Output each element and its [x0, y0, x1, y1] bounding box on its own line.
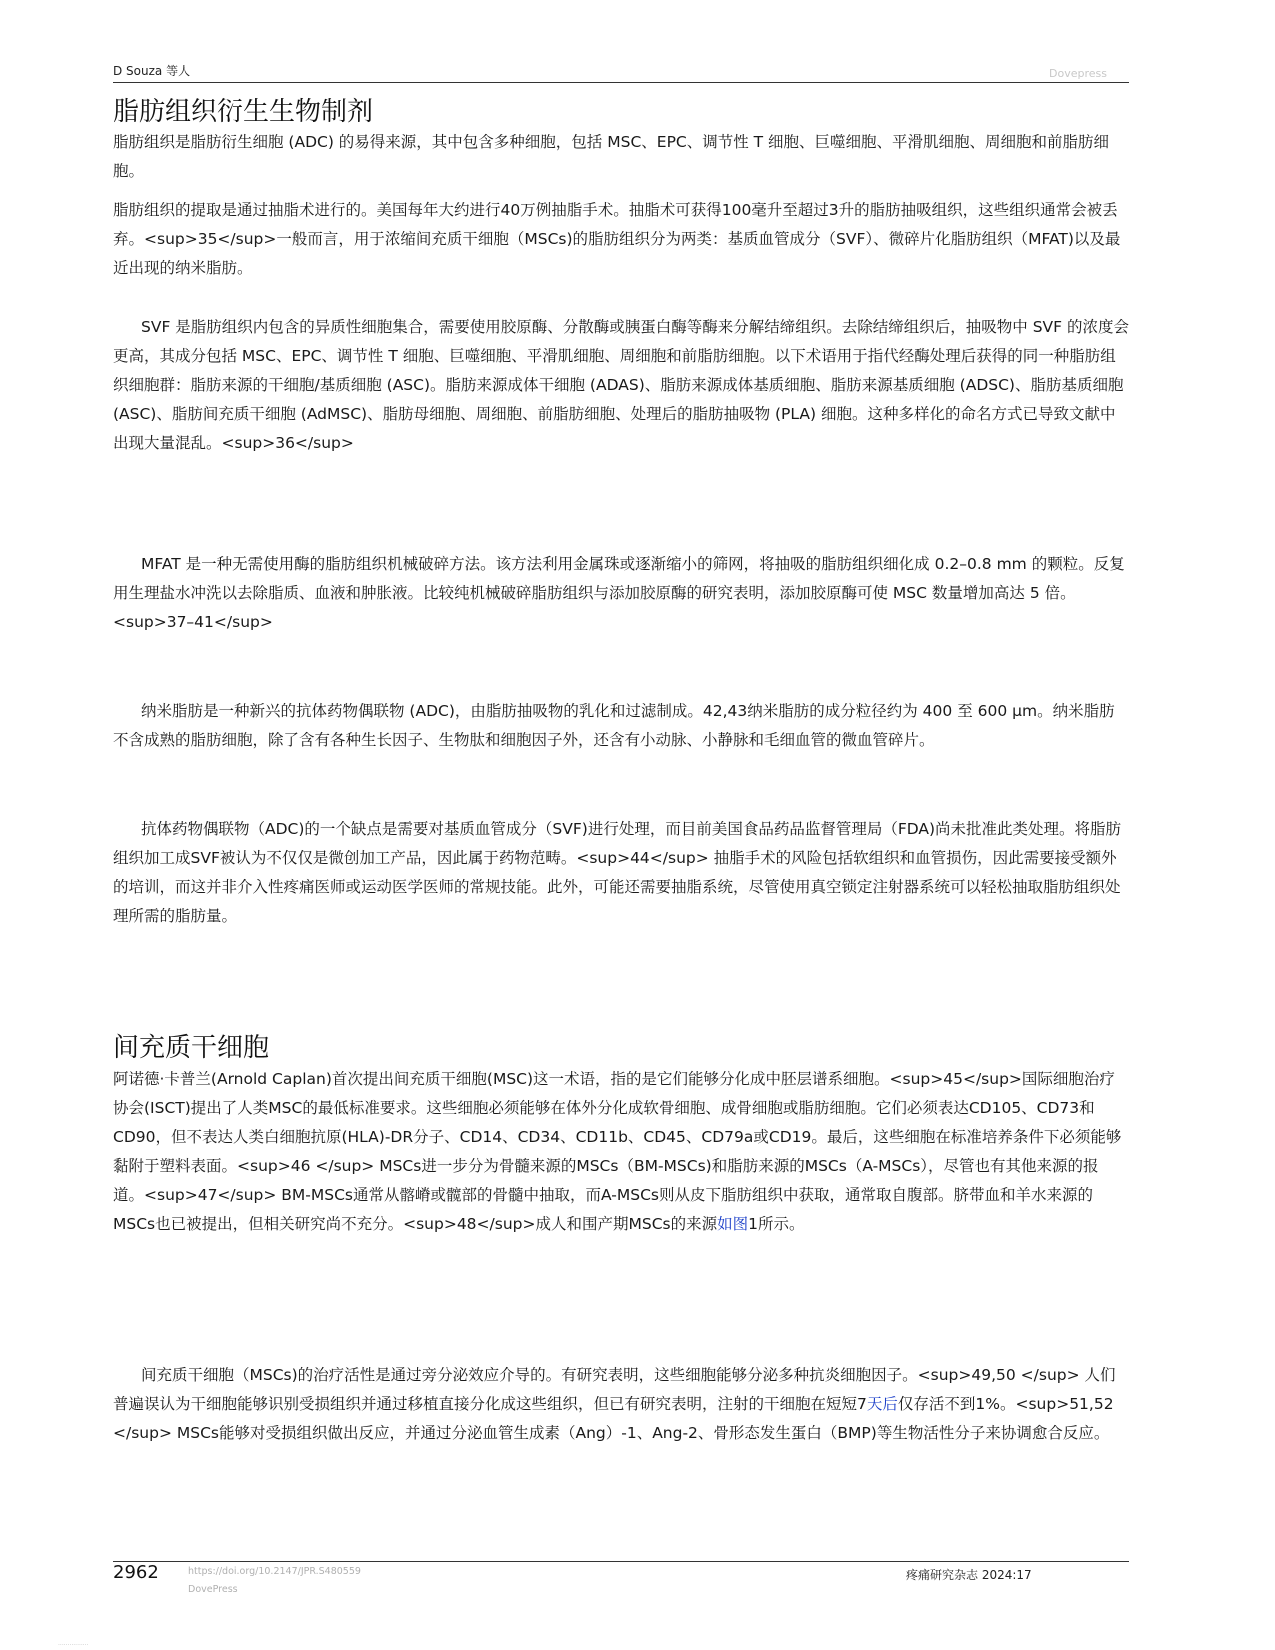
section-title: 间充质干细胞 [113, 1033, 270, 1063]
paragraph-text-tail: 仅存活不到1%。<sup>51,52 </sup> MSCs能够对受损组织做出反应，并通过分泌血管生成素（Ang）-1、Ang-2、骨形态发生蛋白（BMP)等生物活性分子来协调愈合反应。 [113, 1395, 1114, 1442]
figure-link[interactable]: 如图 [717, 1215, 749, 1233]
journal-reference: 疼痛研究杂志 2024:17 [906, 1568, 1032, 1582]
footer-divider [113, 1561, 1129, 1562]
section-title: 脂肪组织衍生生物制剂 [113, 97, 374, 127]
paragraph-text: 阿诺德·卡普兰(Arnold Caplan)首次提出间充质干细胞(MSC)这一术语，指的是它们能够分化成中胚层谱系细胞。<sup>45</sup>国际细胞治疗协会(ISCT)提出了人类MSC的最低标准要求。这些细胞必须能够在体外分化成软骨细胞、成骨细胞或脂肪细胞。它们必须表达CD105、CD73和CD90，但不表达人类白细胞抗原(HLA)-DR分子、CD14、CD34、CD11b、CD45、CD79a或CD19。最后，这些细胞在标准培养条件下必须能够黏附于塑料表面。<sup>46 </sup> MSCs进一步分为骨髓来源的MSCs（BM-MSCs)和脂肪来源的MSCs（A-MSCs），尽管也有其他来源的报道。<sup>47</sup> BM-MSCs通常从髂嵴或髋部的骨髓中抽取，而A-MSCs则从皮下脂肪组织中获取，通常取自腹部。脐带血和羊水来源的MSCs也已被提出，但相关研究尚不充分。<sup>48</sup>成人和围产期MSCs的来源 [113, 1070, 1122, 1233]
days-link[interactable]: 天后 [866, 1395, 898, 1413]
paragraph: MFAT 是一种无需使用酶的脂肪组织机械破碎方法。该方法利用金属珠或逐渐缩小的筛网，将抽吸的脂肪组织细化成 0.2–0.8 mm 的颗粒。反复用生理盐水冲洗以去除脂质、血液和肿胀液。比较纯机械破碎脂肪组织与添加胶原酶的研究表明，添加胶原酶可使 MSC 数量增加高达 5 倍。<sup>37–41</sup> [113, 555, 1125, 631]
page-header [113, 60, 1129, 83]
paragraph [113, 1065, 1129, 1239]
header-journal-mark: Dovepress [1049, 67, 1107, 80]
paragraph: 抗体药物偶联物（ADC)的一个缺点是需要对基质血管成分（SVF)进行处理，而目前美国食品药品监督管理局（FDA)尚未批准此类处理。将脂肪组织加工成SVF被认为不仅仅是微创加工产品，因此属于药物范畴。<sup>44</sup> 抽脂手术的风险包括软组织和血管损伤，因此需要接受额外的培训，而这并非介入性疼痛医师或运动医学医师的常规技能。此外，可能还需要抽脂系统，尽管使用真空锁定注射器系统可以轻松抽取脂肪组织处理所需的脂肪量。 [113, 820, 1122, 925]
corner-mark: ................ [58, 1640, 89, 1647]
paragraph: 脂肪组织是脂肪衍生细胞 (ADC) 的易得来源，其中包含多种细胞，包括 MSC、EPC、调节性 T 细胞、巨噬细胞、平滑肌细胞、周细胞和前脂肪细胞。 [113, 133, 1110, 180]
paragraph: 纳米脂肪是一种新兴的抗体药物偶联物 (ADC)，由脂肪抽吸物的乳化和过滤制成。42,43纳米脂肪的成分粒径约为 400 至 600 µm。纳米脂肪不含成熟的脂肪细胞，除了含有各种生长因子、生物肽和细胞因子外，还含有小动脉、小静脉和毛细血管的微血管碎片。 [113, 702, 1115, 749]
paragraph: 脂肪组织的提取是通过抽脂术进行的。美国每年大约进行40万例抽脂手术。抽脂术可获得100毫升至超过3升的脂肪抽吸组织，这些组织通常会被丢弃。<sup>35</sup>一般而言，用于浓缩间充质干细胞（MSCs)的脂肪组织分为两类：基质血管成分（SVF）、微碎片化脂肪组织（MFAT)以及最近出现的纳米脂肪。 [113, 201, 1121, 277]
paragraph-text: 间充质干细胞（MSCs)的治疗活性是通过旁分泌效应介导的。有研究表明，这些细胞能够分泌多种抗炎细胞因子。<sup>49,50 </sup> 人们普遍误认为干细胞能够识别受损组织并通过移植直接分化成这些组织，但已有研究表明，注射的干细胞在短短7 [113, 1366, 1116, 1413]
page-number: 2962 [113, 1562, 159, 1583]
paragraph-text-tail: 1所示。 [748, 1215, 805, 1233]
doi-link[interactable]: https://doi.org/10.2147/JPR.S480559 [188, 1566, 361, 1577]
paragraph [113, 1361, 1129, 1448]
header-author: D Souza 等人 [113, 64, 191, 78]
paragraph: SVF 是脂肪组织内包含的异质性细胞集合，需要使用胶原酶、分散酶或胰蛋白酶等酶来分解结缔组织。去除结缔组织后，抽吸物中 SVF 的浓度会更高，其成分包括 MSC、EPC、调节性 T 细胞、巨噬细胞、平滑肌细胞、周细胞和前脂肪细胞。以下术语用于指代经酶处理后获得的同一种脂肪组织细胞群：脂肪来源的干细胞/基质细胞 (ASC)。脂肪来源成体干细胞 (ADAS)、脂肪来源成体基质细胞、脂肪来源基质细胞 (ADSC)、脂肪基质细胞 (ASC)、脂肪间充质干细胞 (AdMSC)、脂肪母细胞、周细胞、前脂肪细胞、处理后的脂肪抽吸物 (PLA) 细胞。这种多样化的命名方式已导致文献中出现大量混乱。<sup>36</sup> [113, 318, 1130, 452]
publisher-link[interactable]: DovePress [188, 1584, 238, 1595]
